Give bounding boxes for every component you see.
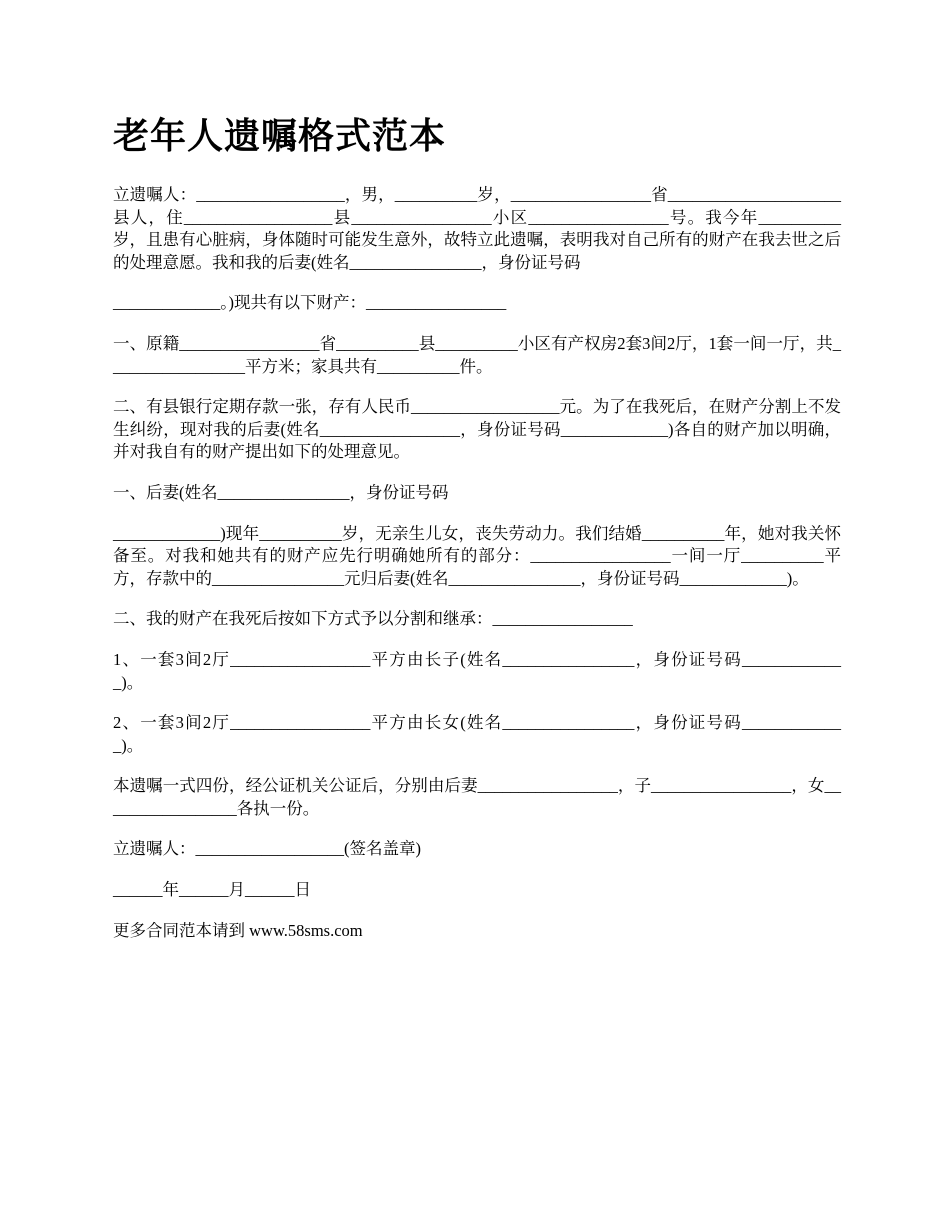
eldest-daughter-paragraph: 2、一套3间2厅_________________平方由长女(姓名________________，身份证号码_____________)。	[113, 713, 841, 755]
footer-link-text: 更多合同范本请到 www.58sms.com	[113, 920, 363, 940]
document-title: 老年人遗嘱格式范本	[113, 115, 447, 157]
testator-info-paragraph: 立遗嘱人：__________________，男，__________岁，_________________省_____________________县人，住__________________县_________________小区_________________号。我今年__________岁，且患有心脏病，身体随时可能发生意外，故特立此遗嘱，表明我对自己所有的财产在我去世之后的处理意愿。我和我的后妻(姓名________________，身份证号码	[113, 185, 841, 272]
copies-paragraph: 本遗嘱一式四份，经公证机关公证后，分别由后妻_________________，子_________________，女_________________各执一份。	[113, 776, 841, 818]
eldest-son-paragraph: 1、一套3间2厅_________________平方由长子(姓名________________，身份证号码_____________)。	[113, 649, 841, 692]
document-page	[113, 110, 841, 960]
id-number-and-assets-paragraph: _____________。)现共有以下财产：_________________	[113, 293, 507, 313]
wife-details-paragraph: _____________)现年__________岁，无亲生儿女，丧失劳动力。我们结婚__________年，她对我关怀备至。对我和她共有的财产应先行明确她所有的部分：_________________一间一厅__________平方，存款中的________________元归后妻(姓名________________，身份证号码_____________)。	[113, 523, 841, 588]
inheritance-heading-paragraph: 二、我的财产在我死后按如下方式予以分割和继承：_________________	[113, 609, 633, 629]
real-estate-paragraph: 一、原籍_________________省__________县__________小区有产权房2套3间2厅，1套一间一厅，共_________________平方米；家具共有__________件。	[113, 333, 841, 376]
signature-line: 立遗嘱人：__________________(签名盖章)	[113, 839, 421, 859]
date-line: ______年______月______日	[113, 880, 311, 900]
bank-deposit-paragraph: 二、有县银行定期存款一张，存有人民币__________________元。为了在我死后，在财产分割上不发生纠纷，现对我的后妻(姓名_________________，身份证号码_____________)各自的财产加以明确，并对我自有的财产提出如下的处理意见。	[113, 397, 841, 462]
wife-heading-paragraph: 一、后妻(姓名________________，身份证号码	[113, 482, 449, 502]
